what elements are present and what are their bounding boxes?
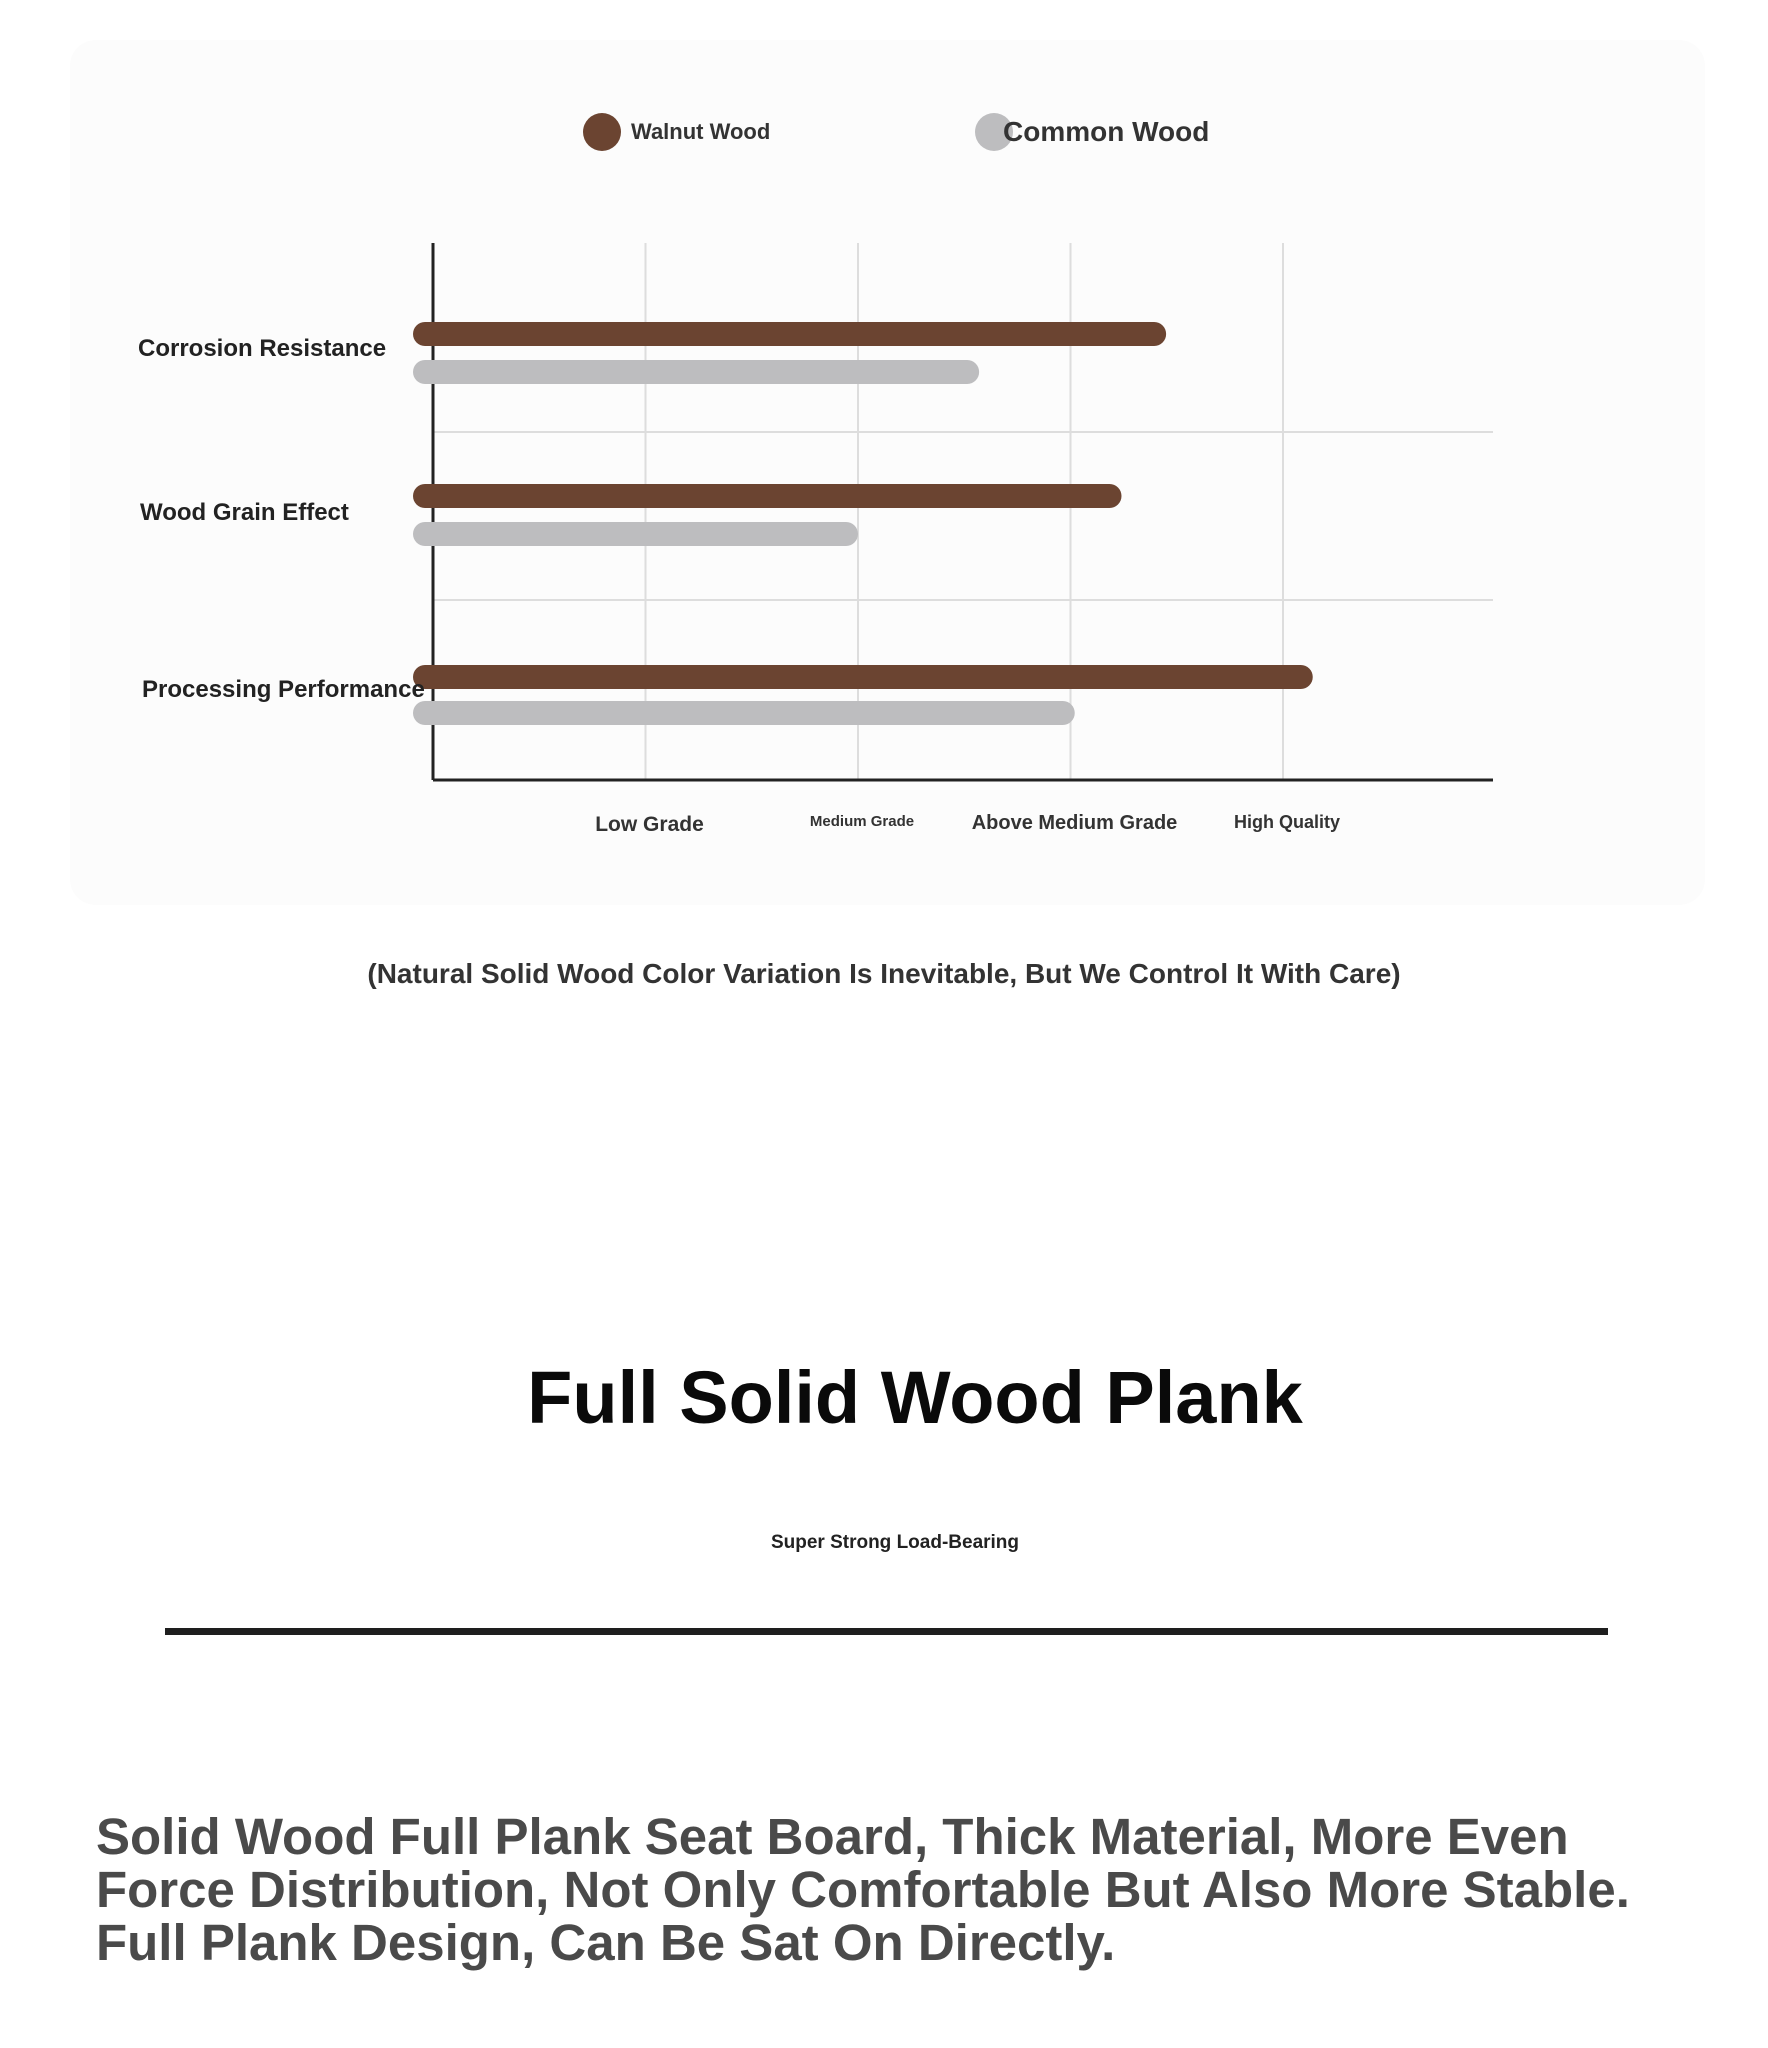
bar-wood-grain-effect-walnut-wood — [413, 484, 1122, 508]
description — [96, 1810, 1696, 1969]
x-tick-label-1: Low Grade — [595, 813, 704, 836]
x-tick-label-3: Above Medium Grade — [971, 812, 1178, 834]
legend-common-label: Common Wood — [1003, 116, 1210, 147]
caption: (Natural Solid Wood Color Variation Is Inevitable, But We Control It With Care) — [367, 958, 1401, 989]
legend-walnut-label: Walnut Wood — [631, 119, 771, 144]
section-subtitle: Super Strong Load-Bearing — [770, 1532, 1020, 1553]
bar-processing-performance-walnut-wood — [413, 665, 1313, 689]
bar-corrosion-resistance-walnut-wood — [413, 322, 1166, 346]
x-tick-label-2: Medium Grade — [809, 813, 915, 830]
bar-corrosion-resistance-common-wood — [413, 360, 979, 384]
divider — [165, 1628, 1608, 1635]
description-line-3: Full Plank Design, Can Be Sat On Directly. — [96, 1914, 1116, 1971]
x-tick-label-4: High Quality — [1233, 812, 1341, 832]
section-title: Full Solid Wood Plank — [527, 1356, 1303, 1439]
category-label-2: Wood Grain Effect — [140, 499, 349, 526]
bar-processing-performance-common-wood — [413, 701, 1075, 725]
description-line-2: Force Distribution, Not Only Comfortable But Also More Stable. — [96, 1861, 1630, 1918]
category-label-1: Corrosion Resistance — [138, 335, 387, 362]
bar-wood-grain-effect-common-wood — [413, 522, 858, 546]
description-line-1: Solid Wood Full Plank Seat Board, Thick Material, More Even — [96, 1808, 1569, 1865]
category-label-3: Processing Performance — [142, 676, 425, 703]
bar-chart — [0, 0, 1768, 900]
